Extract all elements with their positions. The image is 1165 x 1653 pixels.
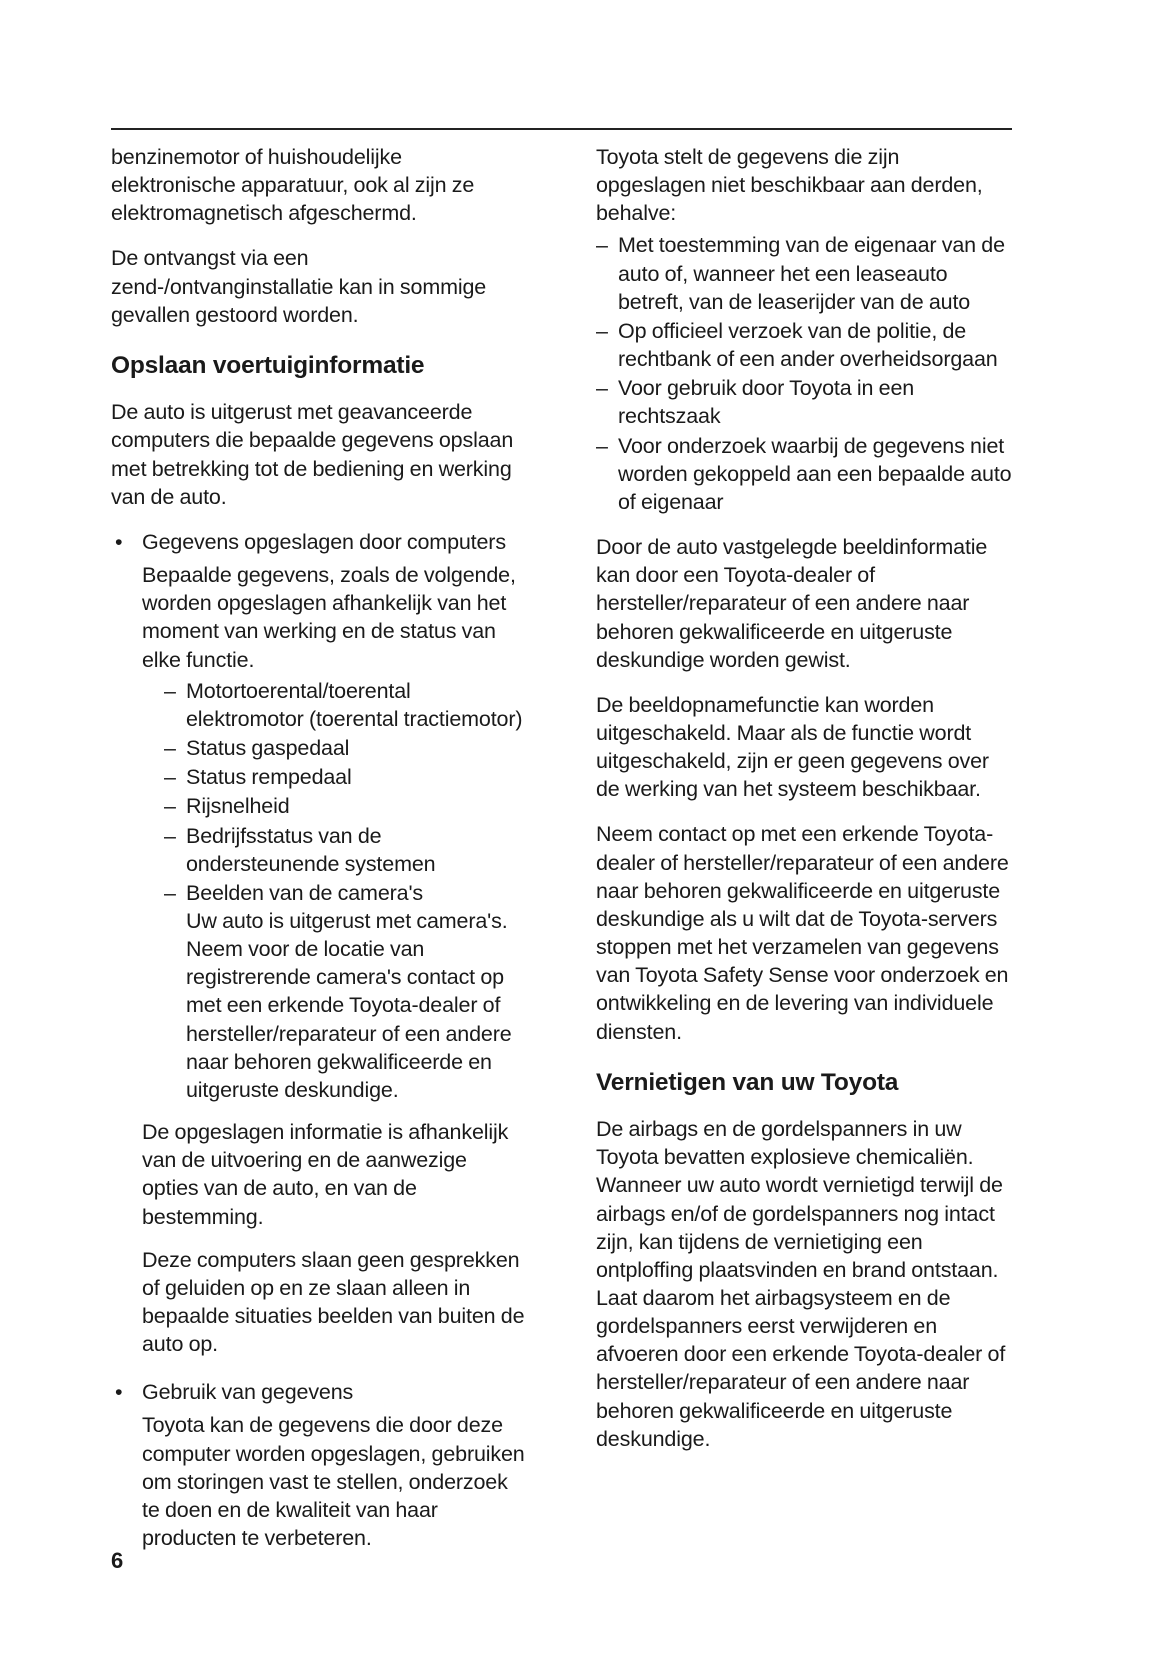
header-rule <box>111 128 1012 130</box>
paragraph-derden-behalve: Toyota stelt de gegevens die zijn opgeslagen niet beschikbaar aan derden, behalve: <box>596 145 983 226</box>
list-item <box>596 231 1013 315</box>
paragraph-geavanceerde-computers: De auto is uitgerust met geavanceerde computers die bepaalde gegevens opslaan met betrekking tot de bediening en werking van de auto. <box>111 400 514 509</box>
dash-icon: – <box>164 794 176 819</box>
list-item <box>164 822 528 878</box>
list-item <box>596 317 1013 373</box>
dash-icon: – <box>596 318 608 343</box>
camera-note: Uw auto is uitgerust met camera's. Neem voor de locatie van registrerende camera's contact op met een erkende Toyota-dealer of hersteller/reparateur of een andere naar behoren gekwalificeerde en uitgeruste deskundige. <box>186 908 512 1102</box>
two-column-body <box>111 143 1012 1556</box>
list-item-gebruik-van-gegevens <box>111 1378 528 1552</box>
spacer <box>111 1362 528 1378</box>
dash-icon: – <box>164 765 176 790</box>
dash-icon: – <box>596 376 608 401</box>
bullet-dot-icon: • <box>115 1380 123 1405</box>
paragraph-neem-contact-op: Neem contact op met een erkende Toyota-dealer of hersteller/reparateur of een andere naar behoren gekwalificeerde en uitgeruste deskundige als u wilt dat de Toyota-servers stoppen met het verzamelen van gegevens van Toyota Safety Sense voor onderzoek en ontwikkeling en de levering van individuele diensten. <box>596 822 1009 1044</box>
list-item <box>596 432 1013 516</box>
section-heading-vernietigen-van-uw-toyota: Vernietigen van uw Toyota <box>596 1068 899 1096</box>
list-item <box>164 734 528 762</box>
dash-icon: – <box>164 823 176 848</box>
list-item <box>164 677 528 733</box>
list-item-label: Met toestemming van de eigenaar van de auto of, wanneer het een leaseauto betreft, van de leaserijder van de auto <box>618 233 1005 314</box>
list-item-label: Status gaspedaal <box>186 736 350 761</box>
dash-icon: – <box>596 433 608 458</box>
list-item-body: Toyota kan de gegevens die door deze computer worden opgeslagen, gebruiken om storingen vast te stellen, onderzoek te doen en de kwaliteit van haar producten te verbeteren. <box>142 1413 525 1551</box>
paragraph-beeldopnamefunctie: De beeldopnamefunctie kan worden uitgeschakeld. Maar als de functie wordt uitgeschakeld, zijn er geen gegevens over de werking van het systeem beschikbaar. <box>596 692 989 802</box>
dash-icon: – <box>164 736 176 761</box>
list-item <box>164 792 528 820</box>
paragraph-geen-gesprekken: Deze computers slaan geen gesprekken of geluiden op en ze slaan alleen in bepaalde situaties beelden van buiten de auto op. <box>142 1247 525 1357</box>
list-item-label: Rijsnelheid <box>186 794 290 819</box>
list-item-label: Motortoerental/toerental elektromotor (toerental tractiemotor) <box>186 678 523 731</box>
dash-icon: – <box>164 880 176 905</box>
list-item <box>164 763 528 791</box>
dash-icon: – <box>596 233 608 258</box>
paragraph-opgeslagen-informatie: De opgeslagen informatie is afhankelijk van de uitvoering en de aanwezige opties van de auto, en van de bestemming. <box>142 1120 509 1229</box>
list-item-title: Gebruik van gegevens <box>142 1380 354 1405</box>
list-item-label: Bedrijfsstatus van de ondersteunende systemen <box>186 823 436 876</box>
paragraph-beeldinformatie-wissen: Door de auto vastgelegde beeldinformatie kan door een Toyota-dealer of hersteller/reparateur of een andere naar behoren gekwalificeerde en uitgeruste deskundige worden gewist. <box>596 535 988 672</box>
list-item-label: Beelden van de camera's <box>186 880 423 905</box>
page-number: 6 <box>111 1548 124 1573</box>
list-item-label: Voor gebruik door Toyota in een rechtszaak <box>618 376 915 429</box>
list-item-label: Op officieel verzoek van de politie, de rechtbank of een ander overheidsorgaan <box>618 318 998 372</box>
list-item <box>596 374 1013 430</box>
dash-icon: – <box>164 678 176 703</box>
stored-data-sub-list <box>142 677 528 1104</box>
paragraph-airbags-gordelspanners: De airbags en de gordelspanners in uw Toyota bevatten explosieve chemicaliën. Wanneer uw auto wordt vernietigd terwijl de airbags en/of de gordelspanners nog intact zijn, kan tijdens de vernietiging een ontploffing plaatsvinden en brand ontstaan. Laat daarom het airbagsysteem en de gordelspanners eerst verwijderen en afvoeren door een erkende Toyota-dealer of hersteller/reparateur of een andere naar behoren gekwalificeerde en uitgeruste deskundige. <box>596 1117 1006 1451</box>
list-item-camera-beelden <box>164 879 528 1104</box>
paragraph-ontvangst: De ontvangst via een zend-/ontvanginstallatie kan in sommige gevallen gestoord worden. <box>111 246 487 327</box>
data-storage-bullet-list <box>111 528 528 1552</box>
list-item-label: Status rempedaal <box>186 765 352 790</box>
spacer <box>142 1106 528 1118</box>
third-party-exceptions-list <box>596 231 1013 516</box>
spacer <box>142 1234 528 1246</box>
bullet-dot-icon: • <box>115 529 123 554</box>
list-item-intro: Bepaalde gegevens, zoals de volgende, worden opgeslagen afhankelijk van het moment van werking en de status van elke functie. <box>142 563 516 672</box>
right-column <box>596 143 1013 1556</box>
paragraph-benzinemotor: benzinemotor of huishoudelijke elektronische apparatuur, ook al zijn ze elektromagnetisch afgeschermd. <box>111 145 475 226</box>
list-item-gegevens-opgeslagen <box>111 528 528 1358</box>
left-column <box>111 143 528 1556</box>
list-item-label: Voor onderzoek waarbij de gegevens niet worden gekoppeld aan een bepaalde auto of eigenaar <box>618 433 1012 514</box>
section-heading-opslaan-voertuiginformatie: Opslaan voertuiginformatie <box>111 351 425 379</box>
list-item-title: Gegevens opgeslagen door computers <box>142 529 506 554</box>
